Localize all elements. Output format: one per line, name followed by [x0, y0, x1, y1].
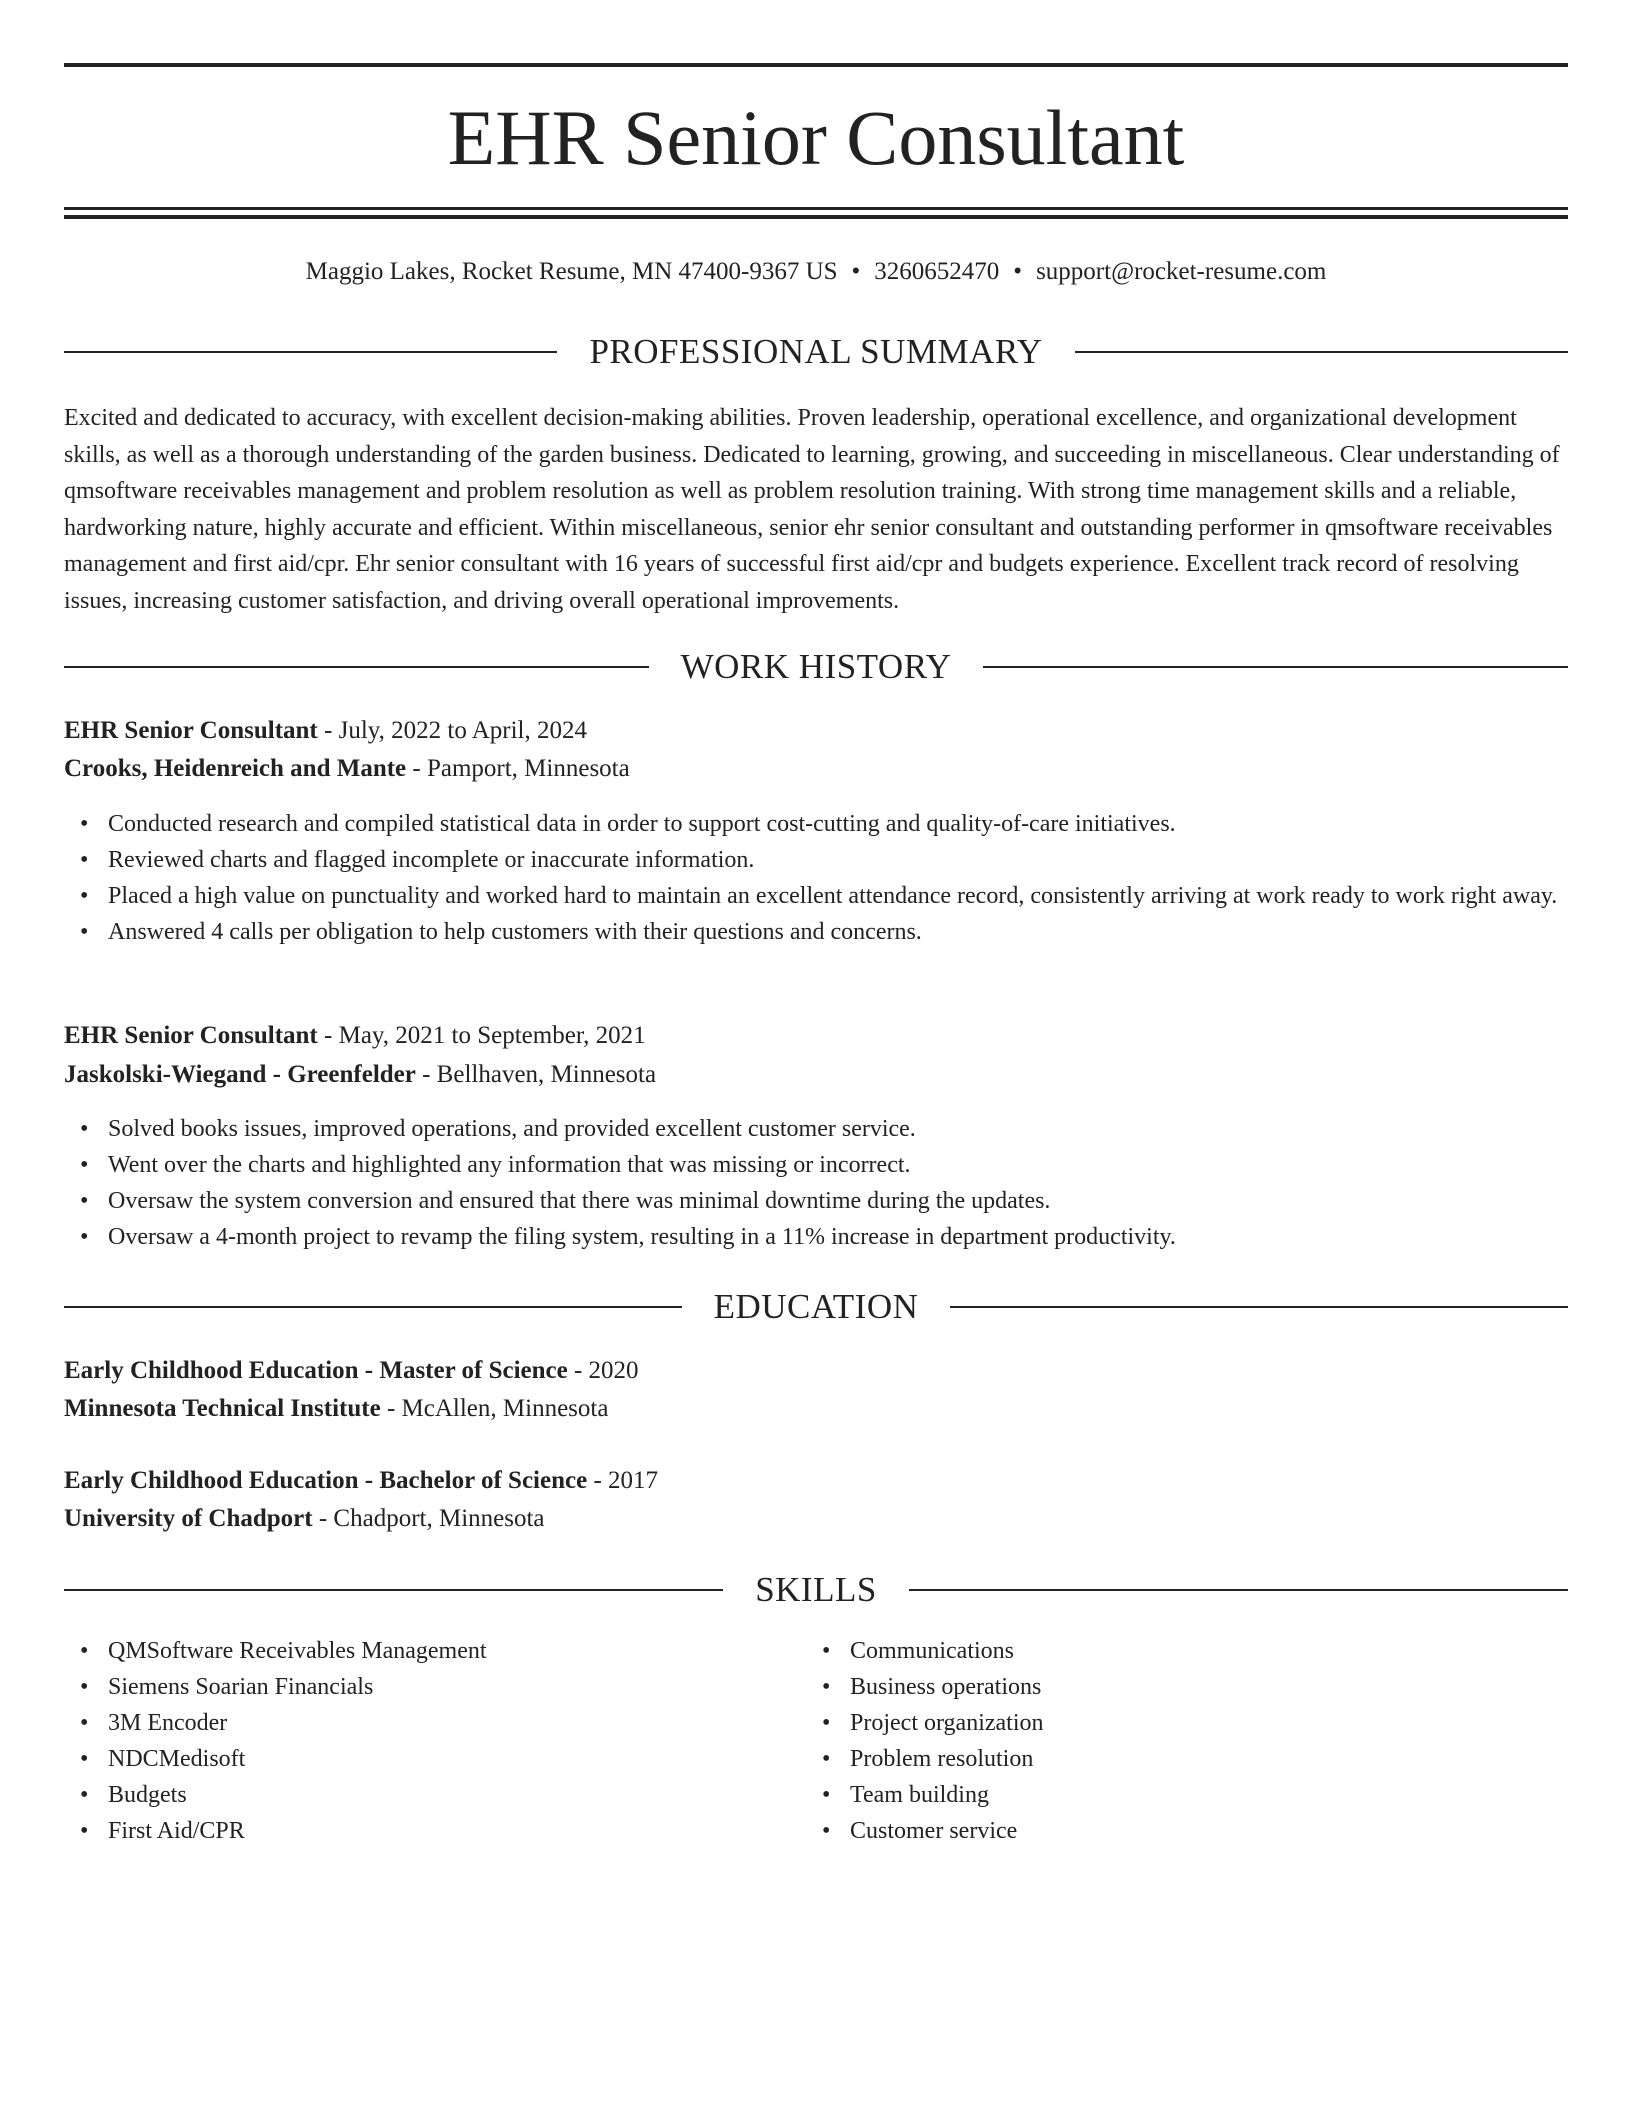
contact-phone: 3260652470: [874, 258, 1000, 285]
skill-item: • First Aid/CPR: [108, 1813, 808, 1849]
job-title: EHR Senior Consultant: [64, 1022, 318, 1049]
education-school-line: [64, 1501, 1568, 1537]
education-degree-line: [64, 1353, 1568, 1389]
job-dates: - May, 2021 to September, 2021: [317, 1022, 646, 1049]
list-item: • Went over the charts and highlighted any information that was missing or incorrect.: [108, 1147, 1612, 1183]
section-heading-work-history: [64, 645, 1568, 689]
section-title: PROFESSIONAL SUMMARY: [589, 332, 1043, 371]
header-bottom-rule: [64, 207, 1568, 210]
education-school: University of Chadport: [64, 1505, 313, 1532]
section-rule: [64, 666, 649, 668]
education-year: - 2017: [587, 1467, 659, 1494]
section-heading-skills: [64, 1568, 1568, 1612]
skill-item: • Siemens Soarian Financials: [108, 1669, 808, 1705]
resume-title: EHR Senior Consultant: [447, 94, 1185, 181]
contact-line: [64, 252, 1568, 292]
section-rule: [64, 1589, 723, 1591]
skill-item: • Project organization: [850, 1705, 1550, 1741]
skills-list-left: [64, 1633, 808, 1849]
job-title-line: [64, 713, 1568, 749]
job-company-line: [64, 1057, 1568, 1093]
education-degree-line: [64, 1463, 1568, 1499]
section-title: WORK HISTORY: [680, 647, 952, 686]
list-item: • Conducted research and compiled statistical data in order to support cost-cutting and quality-of-care initiatives.: [108, 806, 1612, 842]
section-rule: [909, 1589, 1568, 1591]
job-company: Jaskolski-Wiegand - Greenfelder: [64, 1061, 416, 1088]
list-item: • Placed a high value on punctuality and worked hard to maintain an excellent attendance record, consistently arriving at work ready to work right away.: [108, 878, 1612, 914]
section-rule: [64, 351, 557, 353]
contact-email: support@rocket-resume.com: [1036, 258, 1327, 285]
section-rule: [1075, 351, 1568, 353]
skill-item: • QMSoftware Receivables Management: [108, 1633, 808, 1669]
section-rule: [64, 1306, 682, 1308]
education-degree: Early Childhood Education - Master of Science: [64, 1357, 568, 1384]
section-heading-summary: [64, 330, 1568, 374]
skill-item: • Communications: [850, 1633, 1550, 1669]
section-heading-education: [64, 1285, 1568, 1329]
education-school-line: [64, 1391, 1568, 1427]
header-top-rule: [64, 63, 1568, 67]
job-location: - Bellhaven, Minnesota: [415, 1061, 657, 1088]
list-item: • Oversaw a 4-month project to revamp the filing system, resulting in a 11% increase in department productivity.: [108, 1219, 1612, 1255]
summary-text: Excited and dedicated to accuracy, with excellent decision-making abilities. Proven leadership, operational excellence, and organizational development skills, as well as a thorough understanding of the garden business. Dedicated to learning, growing, and succeeding in miscellaneous. Clear understanding of qmsoftware receivables management and problem resolution as well as problem resolution training. With strong time management skills and a reliable, hardworking nature, highly accurate and efficient. Within miscellaneous, senior ehr senior consultant and outstanding performer in qmsoftware receivables management and first aid/cpr. Ehr senior consultant with 16 years of successful first aid/cpr and budgets experience. Excellent track record of resolving issues, increasing customer satisfaction, and driving overall operational improvements.: [64, 405, 1560, 614]
contact-separator: •: [851, 258, 861, 285]
education-year: - 2020: [567, 1357, 639, 1384]
skill-item: • Team building: [850, 1777, 1550, 1813]
section-title: EDUCATION: [713, 1287, 919, 1326]
job-company-line: [64, 751, 1568, 787]
section-rule: [983, 666, 1568, 668]
education-location: - McAllen, Minnesota: [380, 1395, 609, 1422]
list-item: • Answered 4 calls per obligation to help customers with their questions and concerns.: [108, 914, 1612, 950]
list-item: • Oversaw the system conversion and ensured that there was minimal downtime during the updates.: [108, 1183, 1612, 1219]
job-title: EHR Senior Consultant: [64, 717, 318, 744]
section-rule: [950, 1306, 1568, 1308]
list-item: • Reviewed charts and flagged incomplete or inaccurate information.: [108, 842, 1612, 878]
job-title-line: [64, 1018, 1568, 1054]
job-dates: - July, 2022 to April, 2024: [317, 717, 587, 744]
job-company: Crooks, Heidenreich and Mante: [64, 755, 407, 782]
education-degree: Early Childhood Education - Bachelor of Science: [64, 1467, 588, 1494]
section-title: SKILLS: [755, 1570, 877, 1609]
contact-separator: •: [1013, 258, 1023, 285]
job-bullet-list: [64, 806, 1612, 950]
education-location: - Chadport, Minnesota: [312, 1505, 545, 1532]
skill-item: • Budgets: [108, 1777, 808, 1813]
skill-item: • 3M Encoder: [108, 1705, 808, 1741]
contact-address: Maggio Lakes, Rocket Resume, MN 47400-9367 US: [305, 258, 838, 285]
skills-list-right: [806, 1633, 1550, 1849]
job-location: - Pamport, Minnesota: [406, 755, 630, 782]
skill-item: • Customer service: [850, 1813, 1550, 1849]
header-bottom-rule: [64, 215, 1568, 219]
skill-item: • Problem resolution: [850, 1741, 1550, 1777]
list-item: • Solved books issues, improved operations, and provided excellent customer service.: [108, 1111, 1612, 1147]
skill-item: • NDCMedisoft: [108, 1741, 808, 1777]
job-bullet-list: [64, 1111, 1612, 1255]
skill-item: • Business operations: [850, 1669, 1550, 1705]
education-school: Minnesota Technical Institute: [64, 1395, 381, 1422]
